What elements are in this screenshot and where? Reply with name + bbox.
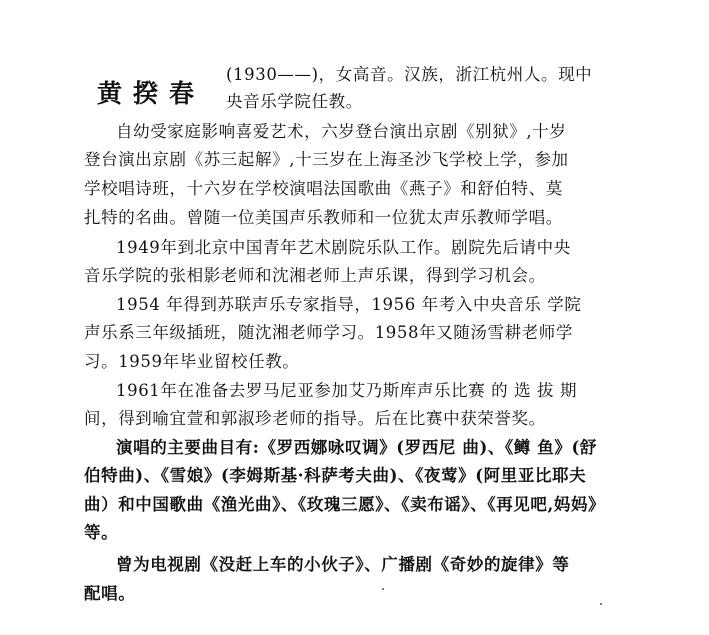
- bio-line-1: (1930——)，女高音。汉族，浙江杭州人。现中: [226, 65, 593, 84]
- bio-line-8: 音乐学院的张相影老师和沈湘老师上声乐课，得到学习机会。: [84, 266, 546, 285]
- bio-line-5: 学校唱诗班，十六岁在学校演唱法国歌曲《燕子》和舒伯特、莫: [84, 179, 563, 198]
- bio-line-15: 伯特曲)、《雪娘》(李姆斯基·科萨考夫曲)、《夜莺》(阿里亚比耶夫: [84, 466, 587, 485]
- entry-name: 黄揆春: [97, 79, 206, 108]
- bio-line-13: 间，得到喻宜萱和郭淑珍老师的指导。后在比赛中获荣誉奖。: [84, 409, 546, 428]
- bio-line-14: 演唱的主要曲目有:《罗西娜咏叹调》(罗西尼 曲)、《鳟 鱼》(舒: [116, 438, 597, 457]
- bio-line-9: 1954 年得到苏联声乐专家指导，1956 年考入中央音乐 学院: [116, 295, 582, 314]
- bio-line-7: 1949年到北京中国青年艺术剧院乐队工作。剧院先后请中央: [116, 238, 571, 257]
- bio-line-12: 1961年在准备去罗马尼亚参加艾乃斯库声乐比赛 的 选 拔 期: [116, 381, 578, 400]
- bio-line-2: 央音乐学院任教。: [226, 92, 363, 111]
- bio-line-18: 曾为电视剧《没赶上车的小伙子》、广播剧《奇妙的旋律》等: [116, 555, 570, 574]
- scan-speck: [600, 603, 602, 605]
- bio-line-10: 声乐系三年级插班，随沈湘老师学习。1958年又随汤雪耕老师学: [84, 323, 573, 342]
- scan-speck: [382, 588, 384, 590]
- bio-line-3: 自幼受家庭影响喜爱艺术，六岁登台演出京剧《别狱》,十岁: [116, 122, 567, 141]
- bio-line-4: 登台演出京剧《苏三起解》,十三岁在上海圣沙飞学校上学，参加: [84, 150, 569, 169]
- bio-line-17: 等。: [84, 523, 119, 542]
- bio-line-11: 习。1959年毕业留校任教。: [84, 352, 300, 371]
- bio-line-6: 扎特的名曲。曾随一位美国声乐教师和一位犹太声乐教师学唱。: [84, 208, 563, 227]
- bio-line-19: 配唱。: [84, 584, 136, 603]
- bio-line-16: 曲）和中国歌曲《渔光曲》、《玫瑰三愿》、《卖布谣》、《再见吧,妈妈》: [84, 495, 606, 514]
